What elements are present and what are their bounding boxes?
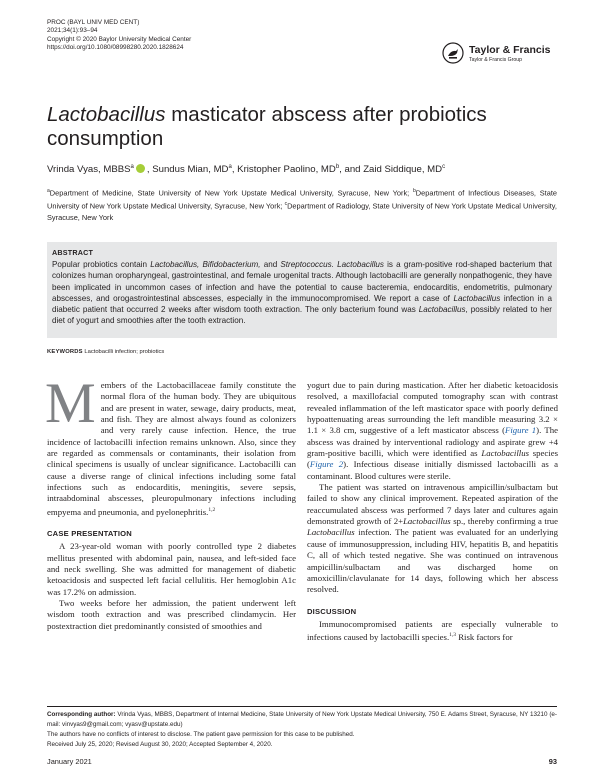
journal-metadata xyxy=(47,19,191,53)
keywords xyxy=(47,349,164,355)
discussion-heading: DISCUSSION xyxy=(307,606,357,616)
abstract-italic-run: Lactobacillus xyxy=(418,305,466,315)
corresponding-author xyxy=(47,710,557,730)
article-title xyxy=(47,103,557,151)
page-number: 93 xyxy=(548,757,557,766)
text-run: yogurt due to pain during mastication. After her diabetic ketoacidosis resolved, a maxillofacial computed tomography scan with contrast revealed inflammation of the left masticator space with poorly defined hypoattenuating areas surrounding the left mandible measuring 3.2 × 1.1 × 3.8 cm, suggestive of a left masticator abscess ( xyxy=(307,380,558,436)
text-run: Risk factors for xyxy=(456,632,513,643)
text-run: The patient was started on intravenous ampicillin/sulbactam but failed to show any clinical improvement. Repeated aspiration of the reaccumulated abscess was performed 7 days later and cultures again demonstrated growth of 2+ xyxy=(307,482,558,527)
left-column xyxy=(45,372,296,632)
abstract-box xyxy=(47,242,557,338)
abstract-text-run: infection in a diabetic patient that occurred 2 weeks after wisdom tooth extraction. The only bacterium found was xyxy=(52,293,552,315)
author-separator: , xyxy=(231,164,238,176)
case-paragraph-1: A 23-year-old woman with poorly controlled type 2 diabetes mellitus presented with abdominal pain, nausea, and left-sided face and neck swelling. She was admitted for management of diabetic ketoacidosis and suspected left facial cellulitis. Her hemoglobin A1c was 17.2% on admission. xyxy=(47,541,296,597)
italic-run: Lactobacillus xyxy=(403,516,451,527)
conflicts-statement: The authors have no conflicts of interest to disclose. The patient gave permission for this case to be published. xyxy=(47,730,355,738)
publisher-name: Taylor & Francis xyxy=(469,44,551,56)
author-affil-marker: b xyxy=(335,164,340,170)
intro-text: embers of the Lactobacillaceae family constitute the normal flora of the human body. They are ubiquitous and are present in water, sewage, dairy products, meat, and fish. They are almost always found as colonizers and very rarely cause infection. Hence, the true incidence of lactobacilli infection remains unknown. Also, since they are regarded as commensals or contaminants, their isolation from clinical specimens is usually of unclear significance. Lactobacilli can cause a diverse range of clinical infections including some fatal infections such as endocarditis, meningitis, severe sepsis, intraabdominal abscesses, pleuropulmonary infections including empyema and pneumonia, and pyelonephritis. xyxy=(47,380,296,517)
italic-run: Lactobacillus xyxy=(307,527,355,538)
abstract-italic-run: Lactobacillus xyxy=(453,293,501,303)
footnotes xyxy=(47,710,557,750)
author-name: Kristopher Paolino, MD xyxy=(237,164,336,176)
affiliation-marker: c xyxy=(284,201,288,208)
discussion-paragraph xyxy=(307,619,558,644)
author-name: Vrinda Vyas, MBBS xyxy=(47,164,131,176)
abstract-body xyxy=(52,259,552,327)
journal-name: PROC (BAYL UNIV MED CENT) xyxy=(47,19,140,26)
affiliation-text: Department of Medicine, State University of New York Upstate Medical University, Syracuse, New York; xyxy=(49,188,413,198)
drop-cap: M xyxy=(45,372,96,435)
affiliation-text: Department of Radiology, State University of New York Upstate Medical University, Syracuse, New York xyxy=(47,201,557,222)
orcid-icon[interactable] xyxy=(136,164,145,173)
corr-label: Corresponding author: xyxy=(47,711,116,718)
abstract-italic-run: Lactobacillus, Bifidobacterium, xyxy=(150,260,261,269)
figure-2-link[interactable]: Figure 2 xyxy=(309,459,344,470)
abstract-text-run: , possibly related to her diet of yogurt and smoothies after the tooth extraction. xyxy=(52,305,552,326)
copyright-line: Copyright © 2020 Baylor University Medical Center xyxy=(47,35,192,43)
abstract-italic-run: Streptococcus. Lactobacillus xyxy=(280,260,384,269)
discussion-ref[interactable]: 1,3 xyxy=(449,632,457,639)
case-paragraph-2: Two weeks before her admission, the patient underwent left wisdom tooth extraction and was prescribed clindamycin. Her postextraction diet predominantly consisted of smoothies and xyxy=(47,598,296,631)
case-presentation-heading: CASE PRESENTATION xyxy=(47,529,132,539)
author-name: Zaid Siddique, MD xyxy=(363,164,443,176)
figure-1-link[interactable]: Figure 1 xyxy=(505,425,537,436)
author-separator: , and xyxy=(339,164,364,176)
right-column xyxy=(307,380,558,643)
affiliation-marker: b xyxy=(413,188,416,194)
affiliation-marker: a xyxy=(47,188,50,194)
text-run: infection. The patient was evaluated for an underlying cause of immunosuppression, including HIV, hepatitis B, and hepatitis C, all of which tested negative. She was continued on intravenous ampicillin/sulbactam and was discharged home on amoxicillin/clavulanate for 14 days, following which her abscess resolved. xyxy=(307,527,558,595)
publisher-logo xyxy=(442,40,562,66)
intro-ref[interactable]: 1,2 xyxy=(208,506,216,513)
text-run: ). Infectious disease initially dismissed lactobacilli as a contaminant. Blood cultures were sterile. xyxy=(307,459,558,481)
received-dates: Received July 25, 2020; Revised August 30, 2020; Accepted September 4, 2020. xyxy=(47,740,273,748)
text-run: Immunocompromised patients are especially vulnerable to infections caused by lactobacilli species. xyxy=(307,618,558,643)
doi-link[interactable]: https://doi.org/10.1080/08998280.2020.1828624 xyxy=(47,44,184,52)
author-separator: , xyxy=(146,164,153,176)
intro-paragraph xyxy=(45,372,296,518)
text-run: ). The abscess was drained by interventional radiology and aspirate grew +4 gram-positive bacilli, which were identified as xyxy=(307,425,559,459)
keywords-text: Lactobacilli infection; probiotics xyxy=(84,349,165,355)
author-affil-marker: a xyxy=(228,164,232,170)
italic-run: Lactobacillus xyxy=(481,448,529,459)
author-affil-marker: a xyxy=(130,164,134,170)
corr-text: Vrinda Vyas, MBBS, Department of Internal Medicine, State University of New York Upstate Medical University, 750 E. Adams Street, Syracuse, NY 13210 (e-mail: vinvyas9@gmail.com; vyasv@upstate.edu) xyxy=(47,711,558,728)
title-rest: masticator abscess after probiotics consumption xyxy=(47,103,487,150)
publisher-group: Taylor & Francis Group xyxy=(469,57,523,63)
abstract-text-run: Popular probiotics contain xyxy=(52,260,151,269)
right-paragraph-2 xyxy=(307,482,558,595)
issue-date: January 2021 xyxy=(47,757,92,766)
text-run: sp., thereby confirming a true xyxy=(450,516,559,527)
author-name: Sundus Mian, MD xyxy=(152,164,229,176)
journal-volume: 2021;34(1):93–94 xyxy=(47,27,98,35)
affiliation-text: Department of Infectious Diseases, State University of New York Upstate Medical University, Syracuse, New York; xyxy=(47,188,557,211)
author-affil-marker: c xyxy=(442,164,446,170)
abstract-heading: ABSTRACT xyxy=(52,248,94,257)
affiliations xyxy=(47,186,557,224)
author-list xyxy=(47,164,445,175)
abstract-text-run: and xyxy=(260,260,281,269)
title-italic-part: Lactobacillus xyxy=(47,103,166,126)
text-run: species ( xyxy=(307,448,558,470)
footnote-divider xyxy=(47,706,557,707)
taylor-francis-lamp-icon xyxy=(442,42,464,64)
abstract-text-run: is a gram-positive rod-shaped bacterium that colonizes human oropharyngeal, gastrointestinal, and female urogenital tracts. Although lactobacilli are generally nonpathogenic, they have been implicated in uncommon cases of infection and have the potential to cause bacteremia, endocarditis, endometritis, pulmonary abscesses, and orogastrointestinal abscesses, especially in the immunocompromised. We report a case of xyxy=(52,260,553,303)
right-paragraph-1 xyxy=(307,380,558,482)
keywords-label: KEYWORDS xyxy=(47,349,83,355)
